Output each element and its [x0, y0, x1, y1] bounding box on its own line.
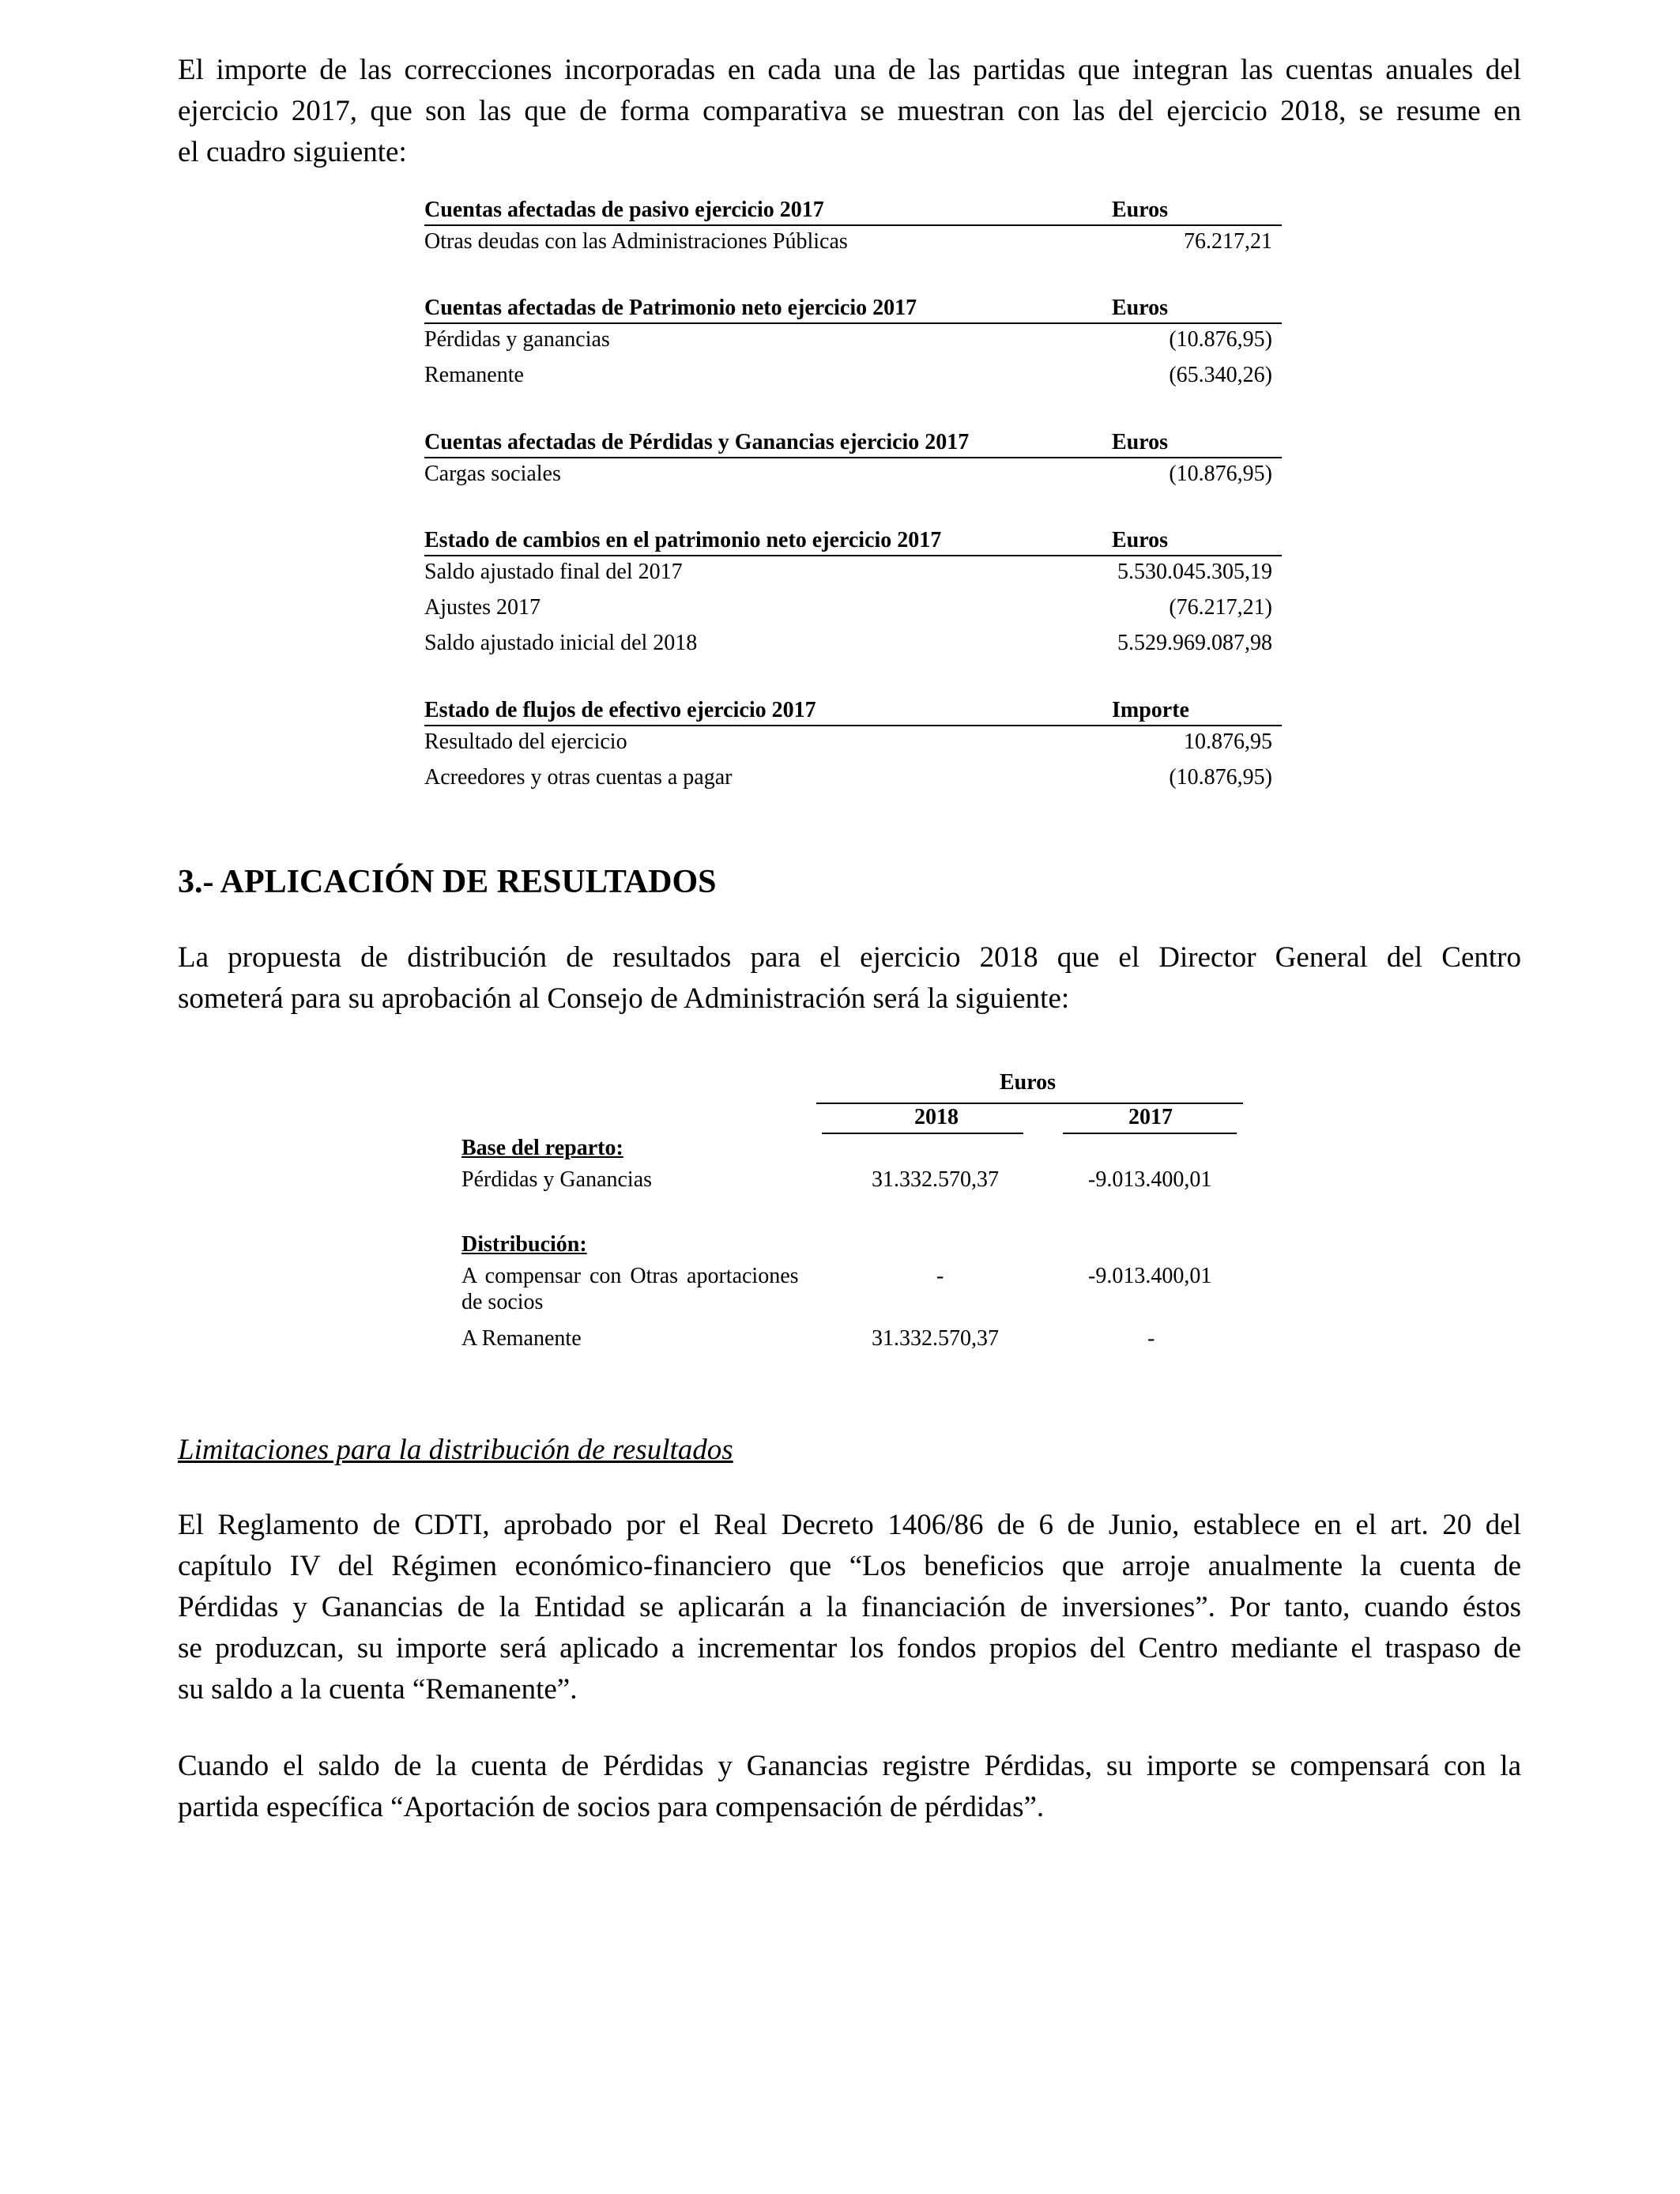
row-value: 5.529.969.087,98 — [1117, 631, 1272, 655]
row-label: Saldo ajustado final del 2017 — [424, 560, 683, 584]
section-intro-line: La propuesta de distribución de resultados para el ejercicio 2018 que el Director General del Centro — [178, 941, 1521, 974]
row-label: Cargas sociales — [424, 462, 561, 486]
corrections-row — [424, 458, 1282, 494]
section-title: 3.- APLICACIÓN DE RESULTADOS — [178, 864, 717, 900]
limitations-paragraph-1 — [178, 1505, 1521, 1710]
row-label: Pérdidas y ganancias — [424, 327, 610, 352]
remanente-row-label: A Remanente — [461, 1326, 582, 1351]
compensar-row-label-line1: A compensar con Otras aportaciones — [461, 1264, 799, 1288]
row-label: Acreedores y otras cuentas a pagar — [424, 765, 733, 790]
corrections-row — [424, 762, 1282, 797]
limitations-line: Pérdidas y Ganancias de la Entidad se aplicarán a la financiación de inversiones”. Por tanto, cuando éstos — [178, 1591, 1521, 1623]
intro-line: ejercicio 2017, que son las que de forma comparativa se muestran con las del ejercicio 2018, se resume en — [178, 95, 1521, 127]
corrections-header — [424, 520, 1282, 556]
corrections-header-label: Cuentas afectadas de pasivo ejercicio 2017 — [424, 198, 824, 222]
col-2018-rule — [822, 1133, 1023, 1134]
row-value: (10.876,95) — [1169, 462, 1272, 486]
corrections-header-col: Euros — [1112, 296, 1169, 320]
remanente-row-2017: - — [1147, 1326, 1155, 1351]
intro-paragraph — [178, 50, 1521, 173]
limitations-line: Cuando el saldo de la cuenta de Pérdidas y Ganancias registre Pérdidas, su importe se compensará con la — [178, 1750, 1521, 1782]
row-label: Saldo ajustado inicial del 2018 — [424, 631, 698, 655]
compensar-row-2017: -9.013.400,01 — [1088, 1264, 1212, 1288]
row-value: 5.530.045.305,19 — [1117, 560, 1272, 584]
distribution-col-2017: 2017 — [1128, 1105, 1173, 1129]
base-row-2018: 31.332.570,37 — [872, 1167, 999, 1192]
compensar-row-2018: - — [936, 1264, 944, 1288]
distribution-label: Distribución: — [461, 1232, 587, 1257]
remanente-row-2018: 31.332.570,37 — [872, 1326, 999, 1351]
corrections-header — [424, 422, 1282, 458]
limitations-title: Limitaciones para la distribución de resultados — [178, 1434, 733, 1466]
row-label: Otras deudas con las Administraciones Públicas — [424, 229, 848, 254]
row-value: (76.217,21) — [1169, 595, 1272, 620]
corrections-header-col: Euros — [1112, 430, 1169, 454]
corrections-header-col: Euros — [1112, 198, 1169, 222]
limitations-line: su saldo a la cuenta “Remanente”. — [178, 1673, 578, 1706]
row-label: Remanente — [424, 363, 524, 387]
corrections-header-label: Cuentas afectadas de Pérdidas y Ganancias ejercicio 2017 — [424, 430, 970, 454]
col-2017-rule — [1063, 1133, 1237, 1134]
limitations-line: se produzcan, su importe será aplicado a incrementar los fondos propios del Centro mediante el traspaso de — [178, 1632, 1521, 1664]
corrections-header-col: Euros — [1112, 528, 1169, 552]
row-value: (65.340,26) — [1169, 363, 1272, 387]
section-intro-line: someterá para su aprobación al Consejo de Administración será la siguiente: — [178, 982, 1070, 1015]
limitations-line: capítulo IV del Régimen económico-financiero que “Los beneficios que arroje anualmente la cuenta de — [178, 1550, 1521, 1582]
corrections-row — [424, 592, 1282, 628]
base-row-2017: -9.013.400,01 — [1088, 1167, 1212, 1192]
compensar-row-label-line2: de socios — [461, 1290, 544, 1314]
row-value: (10.876,95) — [1169, 765, 1272, 790]
row-label: Resultado del ejercicio — [424, 729, 627, 754]
corrections-row — [424, 726, 1282, 762]
intro-line: El importe de las correcciones incorporadas en cada una de las partidas que integran las cuentas anuales del — [178, 54, 1521, 86]
corrections-header — [424, 190, 1282, 226]
corrections-row — [424, 226, 1282, 262]
corrections-header-col: Importe — [1112, 698, 1189, 722]
corrections-header-label: Estado de flujos de efectivo ejercicio 2017 — [424, 698, 816, 722]
row-label: Ajustes 2017 — [424, 595, 541, 620]
distribution-col-2018: 2018 — [914, 1105, 959, 1129]
row-value: 76.217,21 — [1184, 229, 1272, 254]
currency-rule — [816, 1103, 1243, 1104]
corrections-row — [424, 556, 1282, 592]
corrections-header-label: Cuentas afectadas de Patrimonio neto ejercicio 2017 — [424, 296, 917, 320]
section-intro-paragraph — [178, 937, 1521, 1020]
base-label: Base del reparto: — [461, 1136, 623, 1160]
corrections-row — [424, 360, 1282, 395]
corrections-row — [424, 324, 1282, 360]
base-row-label: Pérdidas y Ganancias — [461, 1167, 653, 1192]
corrections-header — [424, 288, 1282, 324]
row-value: 10.876,95 — [1184, 729, 1272, 754]
limitations-line: partida específica “Aportación de socios para compensación de pérdidas”. — [178, 1791, 1045, 1823]
distribution-currency-header: Euros — [1000, 1070, 1057, 1095]
intro-line: el cuadro siguiente: — [178, 136, 407, 168]
corrections-header — [424, 690, 1282, 726]
row-value: (10.876,95) — [1169, 327, 1272, 352]
corrections-row — [424, 628, 1282, 663]
limitations-line: El Reglamento de CDTI, aprobado por el Real Decreto 1406/86 de 6 de Junio, establece en el art. 20 del — [178, 1509, 1521, 1541]
limitations-paragraph-2 — [178, 1746, 1521, 1828]
corrections-header-label: Estado de cambios en el patrimonio neto ejercicio 2017 — [424, 528, 942, 552]
